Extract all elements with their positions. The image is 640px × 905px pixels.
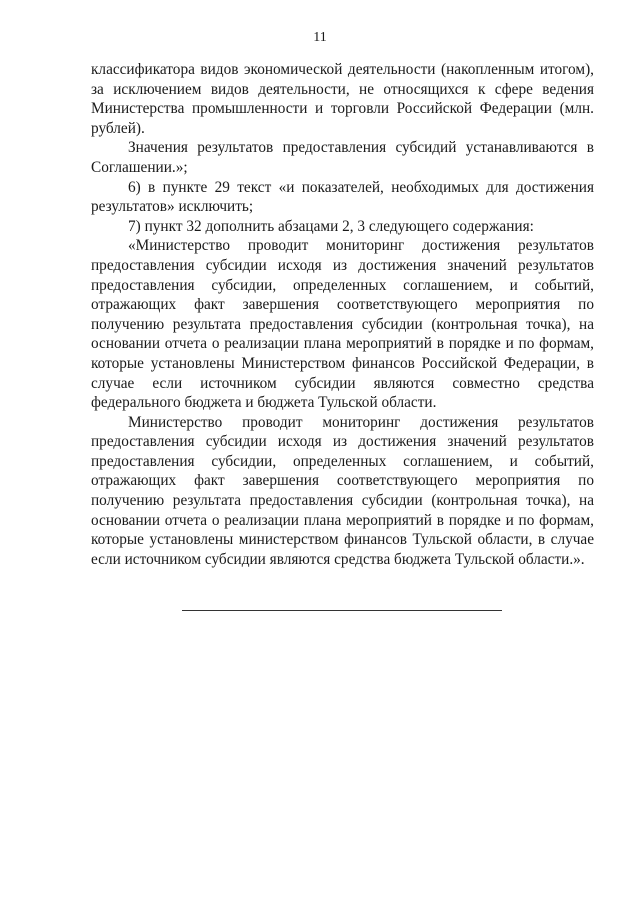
- paragraph-classifier-continuation: классификатора видов экономической деятельности (накопленным итогом), за исключением видов деятельности, не относящихся к сфере ведения Министерства промышленности и торговли Российской Федерации (млн. рублей).: [91, 61, 594, 137]
- paragraph-item-7: 7) пункт 32 дополнить абзацами 2, 3 следующего содержания:: [128, 217, 534, 235]
- paragraph-result-values: Значения результатов предоставления субсидий устанавливаются в Соглашении.»;: [91, 139, 594, 176]
- document-body: [91, 60, 594, 569]
- paragraph-regional-monitoring: Министерство проводит мониторинг достижения результатов предоставления субсидии исходя из достижения значений результатов предоставления субсидии, определенных соглашением, и событий, отражающих факт завершения соответствующего мероприятия по получению результата предоставления субсидии (контрольная точка), на основании отчета о реализации плана мероприятий в порядке и по формам, которые установлены министерством финансов Тульской области, в случае если источником субсидии являются средства бюджета Тульской области.».: [91, 413, 594, 568]
- end-separator-line: [182, 610, 502, 611]
- paragraph-federal-monitoring: «Министерство проводит мониторинг достижения результатов предоставления субсидии исходя из достижения значений результатов предоставления субсидии, определенных соглашением, и событий, отражающих факт завершения соответствующего мероприятия по получению результата предоставления субсидии (контрольная точка), на основании отчета о реализации плана мероприятий в порядке и по формам, которые установлены Министерством финансов Российской Федерации, в случае если источником субсидии являются совместно средства федерального бюджета и бюджета Тульской области.: [91, 237, 594, 412]
- page-number: 11: [313, 30, 327, 45]
- paragraph-item-6: 6) в пункте 29 текст «и показателей, необходимых для достижения результатов» исключить;: [91, 178, 594, 216]
